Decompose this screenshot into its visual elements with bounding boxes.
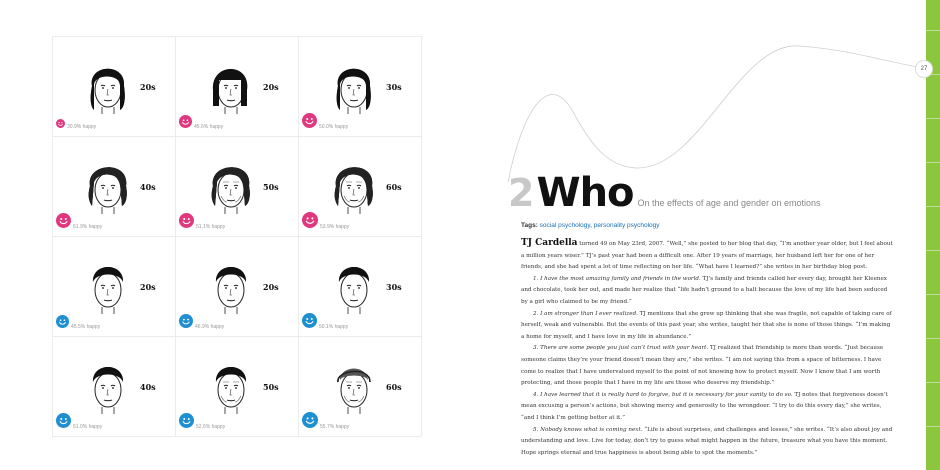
smiley-icon: [179, 413, 194, 428]
happy-percentage: 45.5% happy: [71, 324, 101, 330]
tab-notch: [926, 294, 940, 295]
portrait-cell: [298, 36, 421, 134]
smiley-icon: [179, 213, 194, 228]
article-paragraph-3: 2. I am stronger than I ever realized. TJ mentions that she grew up thinking that she was fragile, not capable of taking care of herself, weak and vulnerable. But the events of this past year, she writes, taught her that she is none of those things. “I’m making a home for myself, and I have love in my life in abundance.”: [521, 310, 892, 340]
portrait-cell: [175, 236, 298, 334]
happy-percentage: 46.9% happy: [195, 324, 225, 330]
age-label: 20s: [263, 282, 279, 292]
woman-portrait-icon: [203, 56, 257, 116]
tab-notch: [926, 382, 940, 383]
portrait-cell: [175, 136, 298, 234]
age-label: 20s: [140, 82, 156, 92]
happy-percentage: 53.9% happy: [320, 224, 350, 230]
article-paragraph-1: TJ Cardella turned 49 on May 23rd, 2007. “Well,” she posted to her blog that day, “I’m another year older, but I feel about a million years wiser.” TJ’s past year had been a difficult one. After 19 years of marriage, her husband left her for one of her friends, and she had spent a lot of time reflecting on her life. “What have I learned?” she writes in her birthday blog post.: [521, 238, 893, 271]
portrait-cell: [298, 236, 421, 334]
tab-notch: [926, 250, 940, 251]
article-paragraph-6: 5. Nobody knows what is coming next. “Life is about surprises, and challenges and losses,” she writes. “It’s also about joy and understanding and love. Live for today, don’t try to guess what might happen in the future, treasure what you have this moment. Hope springs eternal and true happiness is about being able to spot the moments.”: [521, 426, 893, 456]
smiley-icon: [302, 113, 317, 128]
smiley-icon: [302, 412, 318, 428]
article-page: [470, 0, 940, 470]
tag-link-social-psychology[interactable]: social psychology: [539, 222, 591, 229]
tab-notch: [926, 426, 940, 427]
article-lead-name: TJ Cardella: [521, 238, 578, 248]
age-label: 30s: [386, 82, 402, 92]
man-portrait-icon: [203, 356, 257, 416]
age-label: 40s: [140, 182, 156, 192]
age-label: 50s: [263, 182, 279, 192]
woman-portrait-icon: [80, 56, 134, 116]
tab-notch: [926, 206, 940, 207]
portrait-cell: [298, 136, 421, 234]
smiley-icon: [302, 212, 318, 228]
tab-notch: [926, 162, 940, 163]
man-portrait-icon: [203, 256, 257, 316]
chapter-number: 2: [508, 171, 535, 215]
tags-line: [521, 222, 660, 229]
happy-percentage: 45.6% happy: [194, 124, 224, 130]
woman-portrait-icon: [326, 156, 380, 216]
man-portrait-icon: [80, 356, 134, 416]
chapter-title: Who: [536, 170, 634, 216]
happy-percentage: 50.1% happy: [319, 324, 349, 330]
happy-percentage: 51.1% happy: [196, 224, 226, 230]
happy-percentage: 30.9% happy: [67, 124, 97, 130]
age-label: 60s: [386, 382, 402, 392]
tab-notch: [926, 118, 940, 119]
happy-percentage: 50.0% happy: [319, 124, 349, 130]
article-paragraph-2: 1. I have the most amazing family and friends in the world. TJ’s family and friends called her every day, brought her Kleenex and chocolate, took her out, and made her realize that “life hadn’t ground to a halt because the love of my life had been seduced by a girl who claimed to be my friend.”: [521, 275, 888, 305]
smiley-icon: [56, 413, 71, 428]
woman-portrait-icon: [80, 156, 134, 216]
portrait-cell: [52, 136, 175, 234]
smiley-icon: [179, 115, 192, 128]
happy-percentage: 52.6% happy: [196, 424, 226, 430]
man-portrait-icon: [326, 356, 380, 416]
smiley-icon: [56, 213, 71, 228]
tab-notch: [926, 338, 940, 339]
chapter-subtitle: On the effects of age and gender on emotions: [637, 198, 821, 208]
happy-percentage: 51.9% happy: [73, 224, 103, 230]
tags-label: Tags:: [521, 222, 538, 229]
chapter-heading: [508, 170, 821, 216]
age-label: 20s: [263, 82, 279, 92]
age-label: 20s: [140, 282, 156, 292]
portrait-cell: [52, 336, 175, 434]
man-portrait-icon: [80, 256, 134, 316]
tags-separator: ,: [590, 222, 594, 229]
smiley-icon: [179, 314, 193, 328]
portrait-cell: [175, 36, 298, 134]
age-label: 60s: [386, 182, 402, 192]
page-number: 27: [915, 60, 933, 78]
man-portrait-icon: [326, 256, 380, 316]
article-paragraph-5: 4. I have learned that it is really hard to forgive, but it is necessary for your sanity to do so. TJ notes that forgiveness doesn’t mean excusing a person’s actions, but showing mercy and generosity to the wrongdoer. “I try to do this every day,” she writes, “and I think I’m getting better at it.”: [521, 391, 888, 421]
smiley-icon: [302, 313, 317, 328]
happy-percentage: 55.7% happy: [320, 424, 350, 430]
article-paragraph-4: 3. There are some people you just can’t trust with your heart. TJ realized that friendship is more than words. “Just because someone claims they’re your friend doesn’t mean they are,” she writes. “I am not saying this from a space of bitterness. I have come to realize that I have undervalued myself to the point of not knowing how to protect myself. Now I know that I am worth protecting, and those people that I have in my life are those who deserve my friendship.”: [521, 345, 884, 387]
smiley-icon: [56, 315, 69, 328]
portrait-cell: [175, 336, 298, 434]
article-body: [521, 238, 893, 459]
age-label: 40s: [140, 382, 156, 392]
smiley-icon: [56, 119, 65, 128]
portrait-cell: [52, 36, 175, 134]
portrait-cell: [298, 336, 421, 434]
age-label: 30s: [386, 282, 402, 292]
tab-notch: [926, 30, 940, 31]
age-label: 50s: [263, 382, 279, 392]
tag-link-personality-psychology[interactable]: personality psychology: [593, 222, 660, 229]
portrait-cell: [52, 236, 175, 334]
grid-line: [52, 436, 421, 437]
happy-percentage: 51.0% happy: [73, 424, 103, 430]
woman-portrait-icon: [203, 156, 257, 216]
woman-portrait-icon: [326, 56, 380, 116]
grid-line: [421, 36, 422, 436]
